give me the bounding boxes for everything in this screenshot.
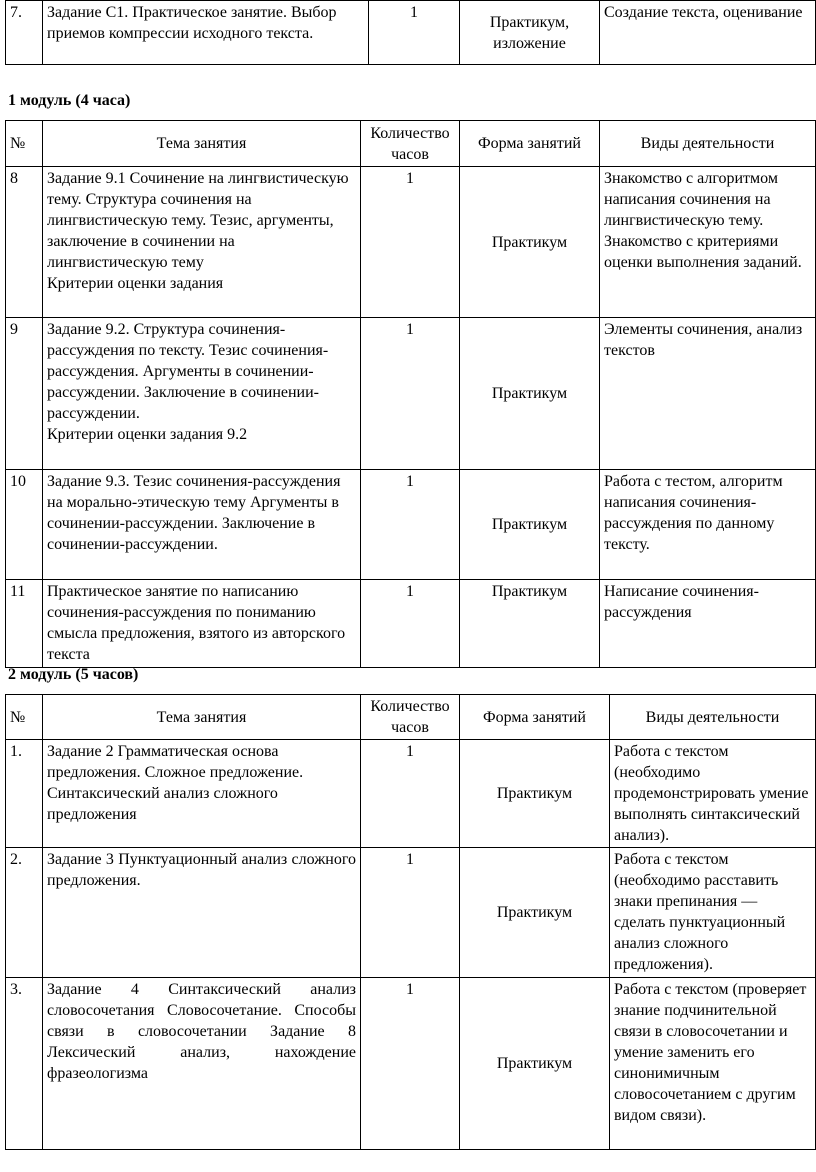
row-form: Практикум [460,167,600,318]
row-activities: Написание сочинения-рассуждения [600,580,816,668]
row-form: Практикум [460,318,600,470]
col-header-activities: Виды деятельности [600,121,816,167]
col-header-num: № [6,121,43,167]
row-topic: Задание 9.3. Тезис сочинения-рассуждения на морально-этическую тему Аргументы в сочинении-рассуждении. Заключение в сочинении-рассуждении. [43,470,361,580]
row-form: Практикум [460,740,610,848]
row-number: 7. [6,1,43,65]
table-header-row [6,121,816,167]
row-activities: Работа с тестом, алгоритм написания сочинения-рассуждения по данному тексту. [600,470,816,580]
col-header-topic: Тема занятия [43,121,361,167]
module1-heading: 1 модуль (4 часа) [8,92,131,109]
row-number: 11 [6,580,43,668]
row-hours: 1 [369,1,460,65]
row-form: Практикум, изложение [460,1,600,65]
row-number: 10 [6,470,43,580]
row-hours: 1 [361,740,460,848]
row-hours: 1 [361,318,460,470]
table-row [6,318,816,470]
module2-heading: 2 модуль (5 часов) [8,666,139,683]
row-activities: Элементы сочинения, анализ текстов [600,318,816,470]
row-form: Практикум [460,580,600,668]
row-topic: Задание 9.2. Структура сочинения-рассуждения по тексту. Тезис сочинения-рассуждения. Аргументы в сочинении-рассуждении. Заключение в сочинении-рассуждении. Критерии оценки задания 9.2 [43,318,361,470]
row-activities: Работа с текстом (необходимо расставить знаки препинания — сделать пунктуационный анализ сложного предложения). [610,848,816,978]
row-form: Практикум [460,978,610,1150]
col-header-hours: Количество часов [361,121,460,167]
row-topic: Задание С1. Практическое занятие. Выбор приемов компрессии исходного текста. [43,1,369,65]
table-row [6,167,816,318]
row-number: 8 [6,167,43,318]
col-header-num: № [6,695,43,740]
row-hours: 1 [361,470,460,580]
row-form: Практикум [460,848,610,978]
row-topic: Задание 2 Грамматическая основа предложения. Сложное предложение. Синтаксический анализ сложного предложения [43,740,361,848]
table-row [6,740,816,848]
row-topic: Практическое занятие по написанию сочинения-рассуждения по пониманию смысла предложения, взятого из авторского текста [43,580,361,668]
top-table [5,0,816,65]
row-hours: 1 [361,848,460,978]
row-hours: 1 [361,978,460,1150]
row-hours: 1 [361,580,460,668]
table-row [6,580,816,668]
col-header-form: Форма занятий [460,121,600,167]
col-header-activities: Виды деятельности [610,695,816,740]
row-activities: Знакомство с алгоритмом написания сочинения на лингвистическую тему. Знакомство с критериями оценки выполнения заданий. [600,167,816,318]
table-row [6,1,816,65]
module2-table [5,694,816,1150]
row-hours: 1 [361,167,460,318]
row-activities: Работа с текстом (необходимо продемонстрировать умение выполнять синтаксический анализ). [610,740,816,848]
row-number: 9 [6,318,43,470]
table-row [6,470,816,580]
col-header-hours: Количество часов [361,695,460,740]
row-topic: Задание 3 Пунктуационный анализ сложного предложения. [43,848,361,978]
row-activities: Работа с текстом (проверяет знание подчинительной связи в словосочетании и умение заменить его синонимичным словосочетанием с другим видом связи). [610,978,816,1150]
module1-table [5,120,816,668]
table-row [6,848,816,978]
row-activities: Создание текста, оценивание [600,1,816,65]
table-row [6,978,816,1150]
row-topic: Задание 4 Синтаксический анализ словосочетания Словосочетание. Способы связи в словосочетании Задание 8 Лексический анализ, нахождение фразеологизма [43,978,361,1150]
row-topic: Задание 9.1 Сочинение на лингвистическую тему. Структура сочинения на лингвистическую тему. Тезис, аргументы, заключение в сочинении на лингвистическую тему Критерии оценки задания [43,167,361,318]
col-header-topic: Тема занятия [43,695,361,740]
row-number: 1. [6,740,43,848]
row-number: 3. [6,978,43,1150]
table-header-row [6,695,816,740]
row-form: Практикум [460,470,600,580]
row-number: 2. [6,848,43,978]
col-header-form: Форма занятий [460,695,610,740]
